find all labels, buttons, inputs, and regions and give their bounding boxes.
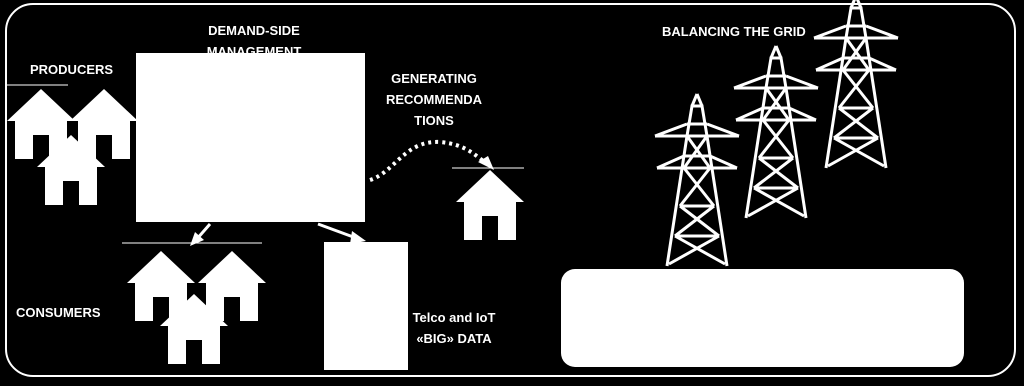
arrow-icon xyxy=(318,224,356,238)
producers-label: PRODUCERS xyxy=(30,62,114,77)
consumers-label: CONSUMERS xyxy=(16,305,101,320)
demand-side-line-1: DEMAND-SIDE xyxy=(208,23,300,38)
generating-line-2: RECOMMENDA xyxy=(385,92,483,107)
transmission-tower-icon xyxy=(814,0,898,168)
demand-side-label xyxy=(190,20,318,62)
transmission-tower-icon xyxy=(734,46,818,218)
telco-line-1: Telco and IoT xyxy=(412,310,496,325)
house-icon xyxy=(456,170,524,240)
data-block xyxy=(324,242,408,370)
demand-side-line-2: MANAGEMENT xyxy=(206,44,302,59)
generating-line-3: TIONS xyxy=(414,113,454,128)
generating-label xyxy=(376,68,492,131)
telco-label xyxy=(404,307,504,349)
management-box xyxy=(136,53,365,222)
balancing-label: BALANCING THE GRID xyxy=(662,24,806,39)
transmission-tower-icon xyxy=(655,94,739,266)
telco-line-2: «BIG» DATA xyxy=(416,331,492,346)
grid-box xyxy=(561,269,964,367)
arrow-icon xyxy=(370,142,487,180)
generating-line-1: GENERATING xyxy=(391,71,477,86)
